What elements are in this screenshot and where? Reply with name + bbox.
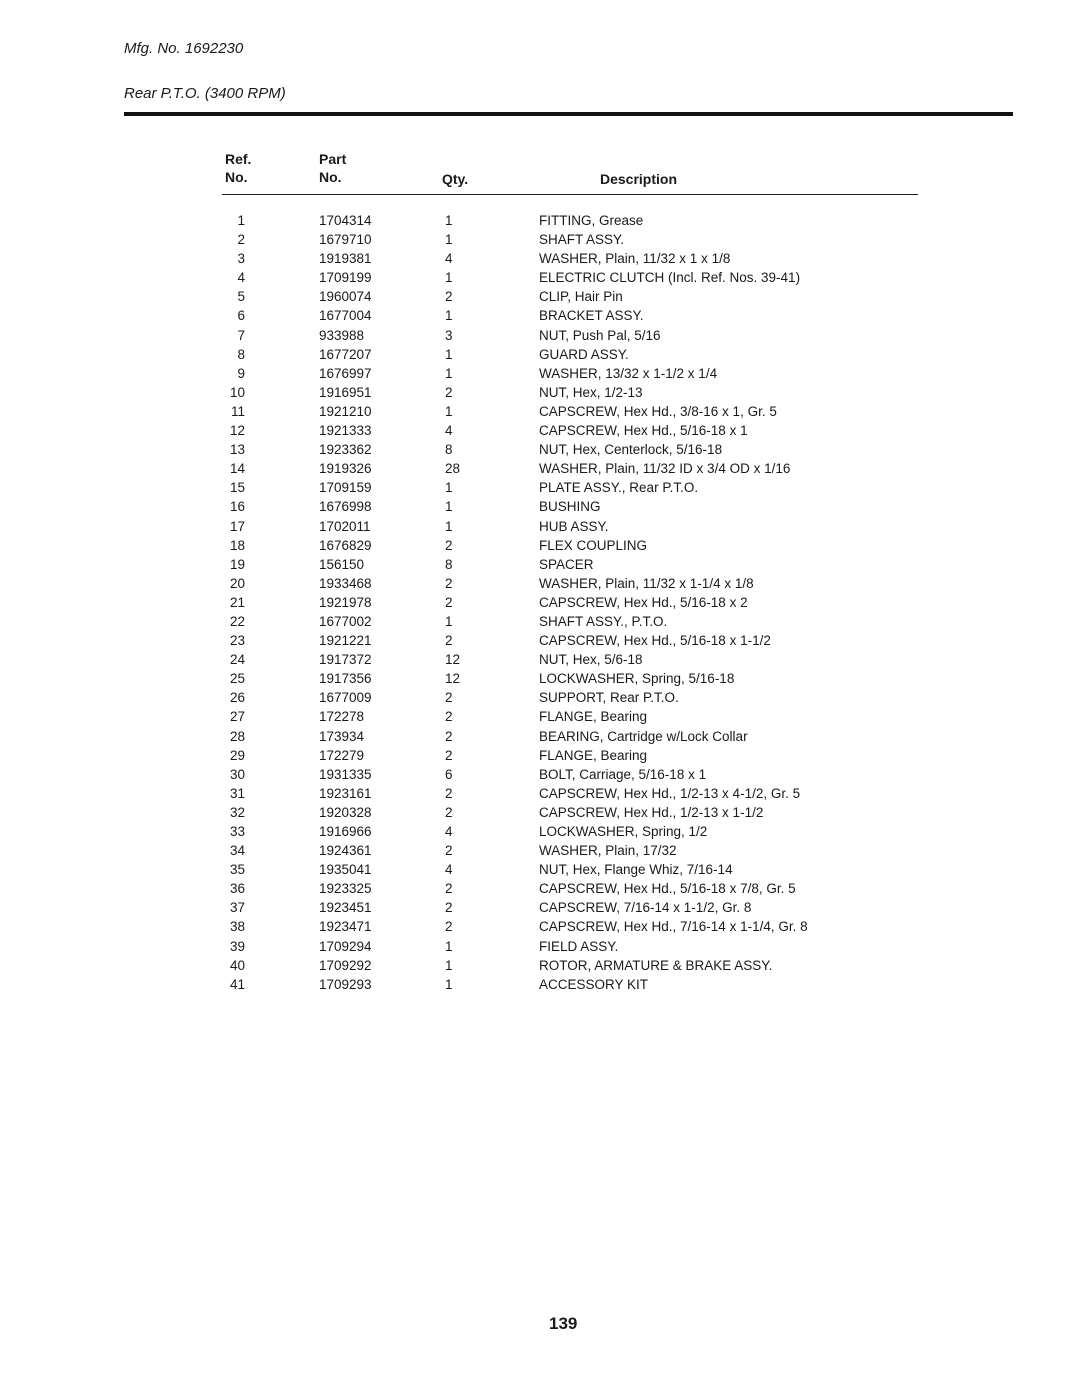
- ref-cell: 41: [229, 976, 245, 992]
- description-cell: CAPSCREW, Hex Hd., 5/16-18 x 2: [539, 594, 748, 610]
- column-header-ref-line1: Ref.: [225, 151, 252, 167]
- description-cell: BEARING, Cartridge w/Lock Collar: [539, 728, 748, 744]
- ref-cell: 38: [229, 919, 245, 935]
- column-header-ref: [225, 150, 251, 186]
- ref-cell: 5: [237, 289, 245, 305]
- qty-cell: 8: [445, 556, 453, 572]
- description-cell: NUT, Push Pal, 5/16: [539, 327, 661, 343]
- part-number-cell: 1919381: [319, 251, 372, 267]
- qty-cell: 2: [445, 747, 453, 763]
- qty-cell: 2: [445, 633, 453, 649]
- description-cell: SHAFT ASSY., P.T.O.: [539, 613, 668, 629]
- qty-cell: 2: [445, 900, 453, 916]
- table-row: [0, 230, 1080, 249]
- part-number-cell: 1677002: [319, 613, 372, 629]
- description-cell: WASHER, Plain, 11/32 x 1-1/4 x 1/8: [539, 575, 754, 591]
- qty-cell: 2: [445, 728, 453, 744]
- header-rule: [124, 112, 1013, 116]
- table-row: [0, 364, 1080, 383]
- part-number-cell: 1920328: [319, 804, 372, 820]
- page-subtitle: Rear P.T.O. (3400 RPM): [124, 85, 286, 102]
- table-row: [0, 440, 1080, 459]
- part-number-cell: 1960074: [319, 289, 372, 305]
- ref-cell: 33: [229, 824, 245, 839]
- description-cell: NUT, Hex, 1/2-13: [539, 384, 643, 400]
- ref-cell: 26: [229, 690, 245, 706]
- description-cell: ROTOR, ARMATURE & BRAKE ASSY.: [539, 957, 773, 973]
- ref-cell: 13: [229, 442, 245, 458]
- table-row: [0, 249, 1080, 268]
- qty-cell: 1: [445, 957, 453, 973]
- part-number-cell: 1923471: [319, 919, 372, 935]
- ref-cell: 35: [229, 862, 245, 878]
- column-header-qty: Qty.: [442, 171, 469, 187]
- part-number-cell: 1917372: [319, 652, 372, 668]
- ref-cell: 15: [229, 480, 245, 496]
- table-row: [0, 879, 1080, 898]
- part-number-cell: 172278: [319, 709, 365, 725]
- description-cell: BRACKET ASSY.: [539, 308, 644, 324]
- description-cell: CAPSCREW, Hex Hd., 1/2-13 x 1-1/2: [539, 804, 764, 820]
- table-row: [0, 555, 1080, 574]
- table-row: [0, 898, 1080, 917]
- description-cell: CAPSCREW, Hex Hd., 5/16-18 x 7/8, Gr. 5: [539, 881, 796, 897]
- qty-cell: 1: [445, 518, 453, 534]
- qty-cell: 2: [445, 804, 453, 820]
- description-cell: LOCKWASHER, Spring, 5/16-18: [539, 671, 735, 687]
- part-number-cell: 1931335: [319, 766, 372, 782]
- qty-cell: 2: [445, 594, 453, 610]
- table-row: [0, 956, 1080, 975]
- ref-cell: 1: [237, 213, 245, 228]
- ref-cell: 18: [229, 537, 245, 553]
- ref-cell: 30: [229, 766, 245, 782]
- table-row: [0, 459, 1080, 478]
- part-number-cell: 1921210: [319, 403, 372, 419]
- description-cell: CAPSCREW, Hex Hd., 5/16-18 x 1-1/2: [539, 633, 771, 649]
- description-cell: FLANGE, Bearing: [539, 709, 648, 725]
- description-cell: WASHER, Plain, 11/32 x 1 x 1/8: [539, 251, 731, 267]
- table-row: [0, 746, 1080, 765]
- qty-cell: 1: [445, 365, 453, 381]
- ref-cell: 24: [229, 652, 245, 668]
- qty-cell: 6: [445, 766, 453, 782]
- ref-cell: 28: [229, 728, 245, 744]
- description-cell: SHAFT ASSY.: [539, 232, 625, 248]
- part-number-cell: 1923161: [319, 785, 372, 801]
- qty-cell: 3: [445, 327, 453, 343]
- table-row: [0, 669, 1080, 688]
- part-number-cell: 1709292: [319, 957, 372, 973]
- qty-cell: 1: [445, 480, 453, 496]
- description-cell: NUT, Hex, 5/6-18: [539, 652, 643, 668]
- part-number-cell: 1702011: [319, 518, 371, 534]
- table-row: [0, 917, 1080, 936]
- qty-cell: 1: [445, 976, 453, 992]
- part-number-cell: 1923325: [319, 881, 372, 897]
- description-cell: WASHER, Plain, 11/32 ID x 3/4 OD x 1/16: [539, 461, 791, 477]
- qty-cell: 2: [445, 785, 453, 801]
- column-header-part-line1: Part: [319, 151, 347, 167]
- part-number-cell: 1919326: [319, 461, 372, 477]
- ref-cell: 37: [229, 900, 245, 916]
- table-row: [0, 268, 1080, 287]
- ref-cell: 25: [229, 671, 245, 687]
- part-number-cell: 1921221: [319, 633, 372, 649]
- description-cell: GUARD ASSY.: [539, 346, 629, 362]
- part-number-cell: 1924361: [319, 843, 372, 859]
- description-cell: FLANGE, Bearing: [539, 747, 648, 763]
- description-cell: LOCKWASHER, Spring, 1/2: [539, 824, 708, 839]
- ref-cell: 11: [230, 403, 245, 419]
- table-row: [0, 727, 1080, 746]
- ref-cell: 21: [229, 594, 245, 610]
- qty-cell: 2: [445, 289, 453, 305]
- table-row: [0, 841, 1080, 860]
- part-number-cell: 1677009: [319, 690, 372, 706]
- table-row: [0, 345, 1080, 364]
- qty-cell: 2: [445, 690, 453, 706]
- qty-cell: 4: [445, 862, 453, 878]
- table-row: [0, 402, 1080, 421]
- table-row: [0, 937, 1080, 956]
- description-cell: NUT, Hex, Centerlock, 5/16-18: [539, 442, 723, 458]
- description-cell: FITTING, Grease: [539, 213, 644, 228]
- description-cell: CLIP, Hair Pin: [539, 289, 623, 305]
- table-row: [0, 383, 1080, 402]
- column-header-part: [319, 150, 346, 186]
- ref-cell: 7: [237, 327, 245, 343]
- part-number-cell: 1923362: [319, 442, 372, 458]
- qty-cell: 2: [445, 537, 453, 553]
- description-cell: BOLT, Carriage, 5/16-18 x 1: [539, 766, 707, 782]
- description-cell: CAPSCREW, Hex Hd., 7/16-14 x 1-1/4, Gr. 8: [539, 919, 808, 935]
- qty-cell: 2: [445, 384, 453, 400]
- part-number-cell: 1921333: [319, 423, 372, 439]
- part-number-cell: 1709159: [319, 480, 372, 496]
- qty-cell: 2: [445, 709, 453, 725]
- qty-cell: 1: [445, 403, 453, 419]
- table-row: [0, 306, 1080, 325]
- part-number-cell: 1676829: [319, 537, 372, 553]
- ref-cell: 31: [229, 785, 245, 801]
- column-header-description: Description: [600, 171, 678, 187]
- table-row: [0, 421, 1080, 440]
- ref-cell: 2: [237, 232, 245, 248]
- part-number-cell: 156150: [319, 556, 365, 572]
- ref-cell: 16: [229, 499, 245, 515]
- table-row: [0, 287, 1080, 306]
- description-cell: SUPPORT, Rear P.T.O.: [539, 690, 679, 706]
- table-row: [0, 478, 1080, 497]
- qty-cell: 1: [445, 346, 453, 362]
- description-cell: NUT, Hex, Flange Whiz, 7/16-14: [539, 862, 733, 878]
- table-row: [0, 707, 1080, 726]
- ref-cell: 10: [229, 384, 245, 400]
- qty-cell: 1: [445, 613, 453, 629]
- table-row: [0, 803, 1080, 822]
- qty-cell: 1: [445, 270, 453, 286]
- description-cell: FIELD ASSY.: [539, 938, 619, 954]
- table-row: [0, 517, 1080, 536]
- qty-cell: 2: [445, 919, 453, 935]
- qty-cell: 4: [445, 423, 453, 439]
- qty-cell: 2: [445, 575, 453, 591]
- ref-cell: 19: [229, 556, 245, 572]
- part-number-cell: 1923451: [319, 900, 372, 916]
- ref-cell: 40: [229, 957, 245, 973]
- qty-cell: 1: [445, 499, 453, 515]
- qty-cell: 1: [445, 308, 453, 324]
- description-cell: CAPSCREW, Hex Hd., 1/2-13 x 4-1/2, Gr. 5: [539, 785, 801, 801]
- qty-cell: 28: [445, 461, 461, 477]
- ref-cell: 32: [229, 804, 245, 820]
- part-number-cell: 1933468: [319, 575, 372, 591]
- qty-cell: 1: [445, 213, 453, 228]
- description-cell: WASHER, Plain, 17/32: [539, 843, 677, 859]
- part-number-cell: 1679710: [319, 232, 372, 248]
- description-cell: CAPSCREW, Hex Hd., 5/16-18 x 1: [539, 423, 748, 439]
- part-number-cell: 1676998: [319, 499, 372, 515]
- table-row: [0, 593, 1080, 612]
- table-row: [0, 211, 1080, 230]
- ref-cell: 34: [229, 843, 245, 859]
- ref-cell: 17: [229, 518, 245, 534]
- table-row: [0, 612, 1080, 631]
- ref-cell: 39: [229, 938, 245, 954]
- qty-cell: 4: [445, 824, 453, 839]
- column-header-part-line2: No.: [319, 169, 342, 185]
- page-number: 139: [549, 1314, 578, 1333]
- part-number-cell: 1704314: [319, 213, 372, 228]
- part-number-cell: 1917356: [319, 671, 372, 687]
- description-cell: CAPSCREW, Hex Hd., 3/8-16 x 1, Gr. 5: [539, 403, 777, 419]
- table-row: [0, 688, 1080, 707]
- part-number-cell: 1709293: [319, 976, 372, 992]
- part-number-cell: 1916966: [319, 824, 372, 839]
- qty-cell: 4: [445, 251, 453, 267]
- description-cell: BUSHING: [539, 499, 601, 515]
- ref-cell: 9: [237, 365, 245, 381]
- ref-cell: 14: [229, 461, 245, 477]
- part-number-cell: 933988: [319, 327, 365, 343]
- part-number-cell: 1677004: [319, 308, 372, 324]
- table-row: [0, 975, 1080, 994]
- part-number-cell: 173934: [319, 728, 365, 744]
- table-row: [0, 497, 1080, 516]
- qty-cell: 12: [445, 652, 461, 668]
- description-cell: FLEX COUPLING: [539, 537, 648, 553]
- part-number-cell: 1935041: [319, 862, 372, 878]
- ref-cell: 20: [229, 575, 245, 591]
- table-row: [0, 631, 1080, 650]
- part-number-cell: 1709199: [319, 270, 372, 286]
- ref-cell: 8: [237, 346, 245, 362]
- table-row: [0, 765, 1080, 784]
- description-cell: WASHER, 13/32 x 1-1/2 x 1/4: [539, 365, 718, 381]
- description-cell: SPACER: [539, 556, 594, 572]
- part-number-cell: 172279: [319, 747, 365, 763]
- table-header-rule: [222, 194, 918, 195]
- qty-cell: 1: [445, 232, 453, 248]
- table-row: [0, 326, 1080, 345]
- parts-table: [0, 211, 1080, 994]
- table-row: [0, 784, 1080, 803]
- part-number-cell: 1677207: [319, 346, 372, 362]
- description-cell: PLATE ASSY., Rear P.T.O.: [539, 480, 699, 496]
- description-cell: CAPSCREW, 7/16-14 x 1-1/2, Gr. 8: [539, 900, 752, 916]
- qty-cell: 1: [445, 938, 453, 954]
- qty-cell: 2: [445, 843, 453, 859]
- ref-cell: 3: [237, 251, 245, 267]
- column-header-ref-line2: No.: [225, 169, 248, 185]
- part-number-cell: 1921978: [319, 594, 372, 610]
- ref-cell: 6: [237, 308, 245, 324]
- ref-cell: 23: [229, 633, 245, 649]
- part-number-cell: 1676997: [319, 365, 372, 381]
- table-row: [0, 574, 1080, 593]
- table-row: [0, 822, 1080, 841]
- table-row: [0, 860, 1080, 879]
- mfg-number: Mfg. No. 1692230: [124, 40, 244, 57]
- qty-cell: 8: [445, 442, 453, 458]
- description-cell: ELECTRIC CLUTCH (Incl. Ref. Nos. 39-41): [539, 270, 801, 286]
- ref-cell: 22: [229, 613, 245, 629]
- qty-cell: 12: [445, 671, 461, 687]
- ref-cell: 27: [229, 709, 245, 725]
- ref-cell: 12: [229, 423, 245, 439]
- table-row: [0, 650, 1080, 669]
- table-row: [0, 536, 1080, 555]
- qty-cell: 2: [445, 881, 453, 897]
- part-number-cell: 1709294: [319, 938, 372, 954]
- description-cell: HUB ASSY.: [539, 518, 609, 534]
- part-number-cell: 1916951: [319, 384, 372, 400]
- description-cell: ACCESSORY KIT: [539, 976, 649, 992]
- ref-cell: 29: [229, 747, 245, 763]
- ref-cell: 4: [237, 270, 245, 286]
- ref-cell: 36: [229, 881, 245, 897]
